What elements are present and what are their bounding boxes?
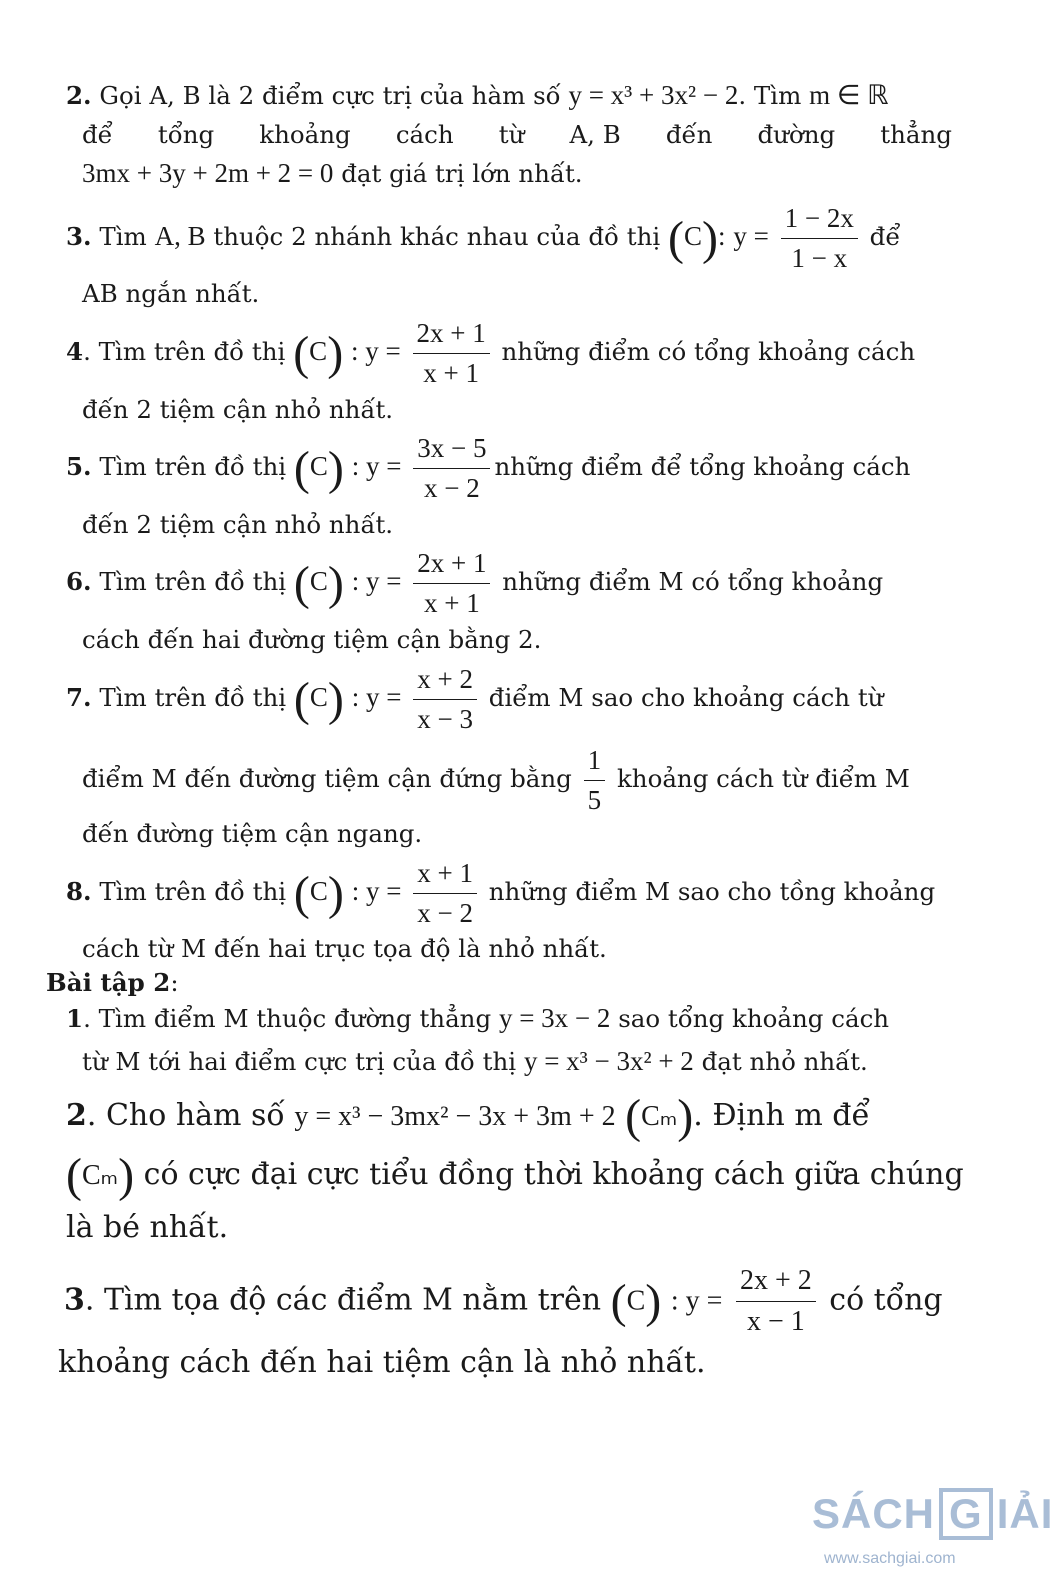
exercise-2-heading (46, 968, 179, 997)
ex2-problem-1-text-b: sao tổng khoảng cách (618, 1004, 890, 1033)
cubic-formula: y = x³ − 3x² + 2 (523, 1046, 694, 1076)
fraction-denominator: 5 (587, 785, 602, 816)
logo-url: www.sachgiai.com (824, 1550, 956, 1568)
problem-2-line-2 (82, 120, 952, 149)
problem-5-text-a: Tìm trên đồ thị (99, 452, 287, 482)
problem-7-line-1 (66, 664, 883, 735)
problem-3-number: 3. (66, 222, 92, 252)
problem-2-line-1 (66, 80, 889, 111)
paren-open: ( (293, 326, 310, 380)
problem-3-text-a: Tìm (99, 222, 147, 252)
one-fifth-fraction (584, 745, 606, 816)
ex2-problem-3-fraction (736, 1265, 816, 1338)
problem-6-line-2 (82, 625, 541, 654)
problem-8-text-a: Tìm trên đồ thị (99, 877, 287, 907)
fraction-numerator: 1 (584, 745, 606, 781)
problem-3-text-b: thuộc 2 nhánh khác nhau của đồ thị (213, 222, 661, 252)
problem-4-fraction (413, 318, 490, 389)
ex2-problem-1-line-1 (66, 1003, 889, 1034)
paren-close: ) (702, 211, 719, 265)
paren-open: ( (610, 1274, 627, 1328)
fraction-numerator: 2x + 2 (736, 1265, 816, 1302)
fraction-numerator: 2x + 1 (413, 548, 490, 584)
problem-6-line-1 (66, 548, 883, 619)
paren-open: ( (66, 1149, 82, 1202)
y-equals: : y = (670, 1285, 723, 1317)
justified-word: để (82, 120, 113, 149)
problem-8-number: 8. (66, 877, 92, 907)
problem-4-line-2 (82, 395, 393, 424)
curve-label: Cₘ (641, 1101, 678, 1132)
problem-4-goal: đến 2 tiệm cận nhỏ nhất. (82, 395, 394, 424)
problem-3-points: A, B (154, 221, 206, 252)
justified-word: đến (665, 120, 713, 149)
problem-2-goal: đạt giá trị lớn nhất. (341, 159, 583, 188)
problem-7-line-2 (82, 745, 910, 816)
paren-close: ) (327, 556, 344, 610)
problem-8-fraction (413, 858, 477, 929)
paren-open: ( (293, 556, 310, 610)
problem-3-line-1 (66, 203, 900, 274)
problem-6-goal: cách đến hai đường tiệm cận bằng 2. (82, 625, 542, 654)
problem-2-set: m ∈ ℝ (809, 80, 889, 110)
justified-word: cách (395, 120, 454, 149)
problem-2-function: y = x³ + 3x² − 2 (568, 80, 739, 110)
line-formula: y = 3x − 2 (498, 1003, 611, 1033)
ex2-problem-1-number: 1 (66, 1004, 84, 1033)
colon: : (718, 221, 726, 252)
problem-4-tail: những điểm có tổng khoảng cách (501, 337, 916, 367)
problem-2-line-3 (82, 158, 583, 189)
y-equals: : y = (350, 336, 401, 367)
fraction-denominator: x + 1 (423, 358, 479, 389)
fraction-denominator: x − 1 (746, 1306, 805, 1338)
problem-4-number: 4 (66, 337, 84, 367)
sachgiai-logo (812, 1488, 1053, 1568)
ex2-problem-1-line-2 (82, 1046, 868, 1077)
problem-6-tail: những điểm M có tổng khoảng (502, 567, 884, 597)
paren-close: ) (118, 1149, 135, 1202)
ex2-problem-1-text-c: từ M tới hai điểm cực trị của đồ thị (82, 1047, 517, 1076)
logo-wordmark (812, 1488, 1053, 1540)
y-equals: : y = (351, 876, 402, 907)
problem-5-number: 5. (66, 452, 92, 482)
problem-2-number: 2. (66, 81, 92, 110)
fraction-numerator: 2x + 1 (413, 318, 490, 354)
problem-5-line-1 (66, 433, 910, 504)
problem-6-number: 6. (66, 567, 92, 597)
paren-close: ) (327, 326, 344, 380)
problem-3-tail: để (869, 222, 901, 252)
problem-2-text: Gọi A, B là 2 điểm cực trị của hàm số (99, 81, 561, 110)
ex2-problem-2-number: 2 (66, 1098, 87, 1133)
paren-close: ) (677, 1090, 694, 1143)
problem-8-goal: cách từ M đến hai trục tọa độ là nhỏ nhất. (82, 934, 607, 963)
problem-8-line-2 (82, 934, 607, 963)
justified-word: khoảng (259, 120, 351, 149)
y-equals: y = (733, 221, 769, 252)
curve-label: C (626, 1285, 646, 1317)
curve-label: C (309, 336, 328, 367)
ex2-problem-2-text-c: có cực đại cực tiểu đồng thời khoảng cách giữa chúng (143, 1157, 964, 1192)
fraction-numerator: 3x − 5 (413, 433, 490, 469)
fraction-numerator: 1 − 2x (781, 203, 858, 239)
fraction-numerator: x + 1 (413, 858, 477, 894)
curve-label: C (684, 221, 703, 252)
problem-6-fraction (413, 548, 490, 619)
curve-label: C (309, 451, 328, 482)
fraction-denominator: x − 2 (423, 473, 480, 504)
ex2-problem-3-text-a: . Tìm tọa độ các điểm M nằm trên (84, 1282, 602, 1318)
ex2-problem-2-line-1 (66, 1090, 870, 1143)
paren-open: ( (625, 1090, 642, 1143)
y-equals: : y = (351, 682, 402, 713)
problem-5-line-2 (82, 510, 393, 539)
paren-open: ( (293, 672, 310, 726)
problem-7-tail: điểm M sao cho khoảng cách từ (488, 683, 884, 713)
justified-word: A, B (569, 120, 621, 149)
ex2-problem-2-goal: là bé nhất. (66, 1210, 229, 1245)
ex2-problem-3-goal: khoảng cách đến hai tiệm cận là nhỏ nhất. (58, 1345, 706, 1380)
problem-7-text-a: Tìm trên đồ thị (99, 683, 287, 713)
exercise-2-title: Bài tập 2 (46, 968, 171, 997)
fraction-denominator: x + 1 (423, 588, 480, 619)
problem-8-tail: những điểm M sao cho tồng khoảng (488, 877, 936, 907)
problem-3-line-2 (82, 279, 259, 308)
problem-5-fraction (413, 433, 490, 504)
problem-2-tail: . Tìm (738, 81, 802, 110)
paren-close: ) (327, 672, 344, 726)
problem-5-tail: những điểm để tổng khoảng cách (494, 452, 911, 482)
paren-open: ( (293, 866, 310, 920)
problem-6-text-a: Tìm trên đồ thị (99, 567, 287, 597)
ex2-problem-3-line-2 (58, 1345, 706, 1380)
ex2-problem-1-goal: đạt nhỏ nhất. (701, 1047, 868, 1076)
ex2-problem-2-text-b: . Định m để (693, 1098, 870, 1133)
problem-7-line-3 (82, 819, 422, 848)
paren-open: ( (293, 441, 310, 495)
ex2-problem-1-text-a: . Tìm điểm M thuộc đường thẳng (83, 1004, 492, 1033)
problem-3-goal: AB ngắn nhất. (82, 279, 260, 308)
paren-close: ) (645, 1274, 662, 1328)
logo-part-2: IẢI (996, 1490, 1053, 1538)
problem-3-fraction (781, 203, 858, 274)
justified-word: tổng (157, 120, 215, 149)
logo-box-letter: G (939, 1488, 993, 1540)
paren-open: ( (668, 211, 685, 265)
curve-label: C (309, 682, 328, 713)
fraction-denominator: x − 2 (417, 898, 473, 929)
problem-7-text-d: khoảng cách từ điểm M (616, 764, 910, 794)
problem-4-line-1 (66, 318, 915, 389)
fraction-numerator: x + 2 (413, 664, 477, 700)
problem-4-text-a: . Tìm trên đồ thị (83, 337, 286, 367)
ex2-problem-2-line-3 (66, 1210, 228, 1245)
ex2-problem-3-number: 3 (64, 1282, 85, 1318)
justified-word: từ (498, 120, 525, 149)
cubic-param-formula: y = x³ − 3mx² − 3x + 3m + 2 (294, 1101, 616, 1132)
paren-close: ) (327, 441, 344, 495)
curve-label: C (309, 566, 328, 597)
line-equation: 3mx + 3y + 2m + 2 = 0 (82, 158, 334, 188)
y-equals: : y = (351, 566, 402, 597)
logo-part-1: SÁCH (812, 1490, 936, 1538)
fraction-denominator: 1 − x (791, 243, 848, 274)
ex2-problem-3-line-1 (64, 1265, 943, 1338)
problem-5-goal: đến 2 tiệm cận nhỏ nhất. (82, 510, 394, 539)
justified-word: thẳng (880, 120, 952, 149)
problem-7-text-c: điểm M đến đường tiệm cận đứng bằng (82, 764, 572, 794)
problem-7-number: 7. (66, 683, 92, 713)
heading-colon: : (170, 968, 179, 997)
problem-7-fraction (413, 664, 477, 735)
curve-label: Cₘ (81, 1160, 119, 1191)
curve-label: C (309, 876, 328, 907)
ex2-problem-2-line-2 (66, 1149, 964, 1202)
paren-close: ) (327, 866, 344, 920)
fraction-denominator: x − 3 (417, 704, 473, 735)
ex2-problem-2-text-a: . Cho hàm số (86, 1098, 285, 1133)
ex2-problem-3-tail: có tổng (829, 1282, 943, 1318)
problem-7-goal: đến đường tiệm cận ngang. (82, 819, 423, 848)
justified-word: đường (757, 120, 836, 149)
problem-8-line-1 (66, 858, 935, 929)
y-equals: : y = (351, 451, 402, 482)
